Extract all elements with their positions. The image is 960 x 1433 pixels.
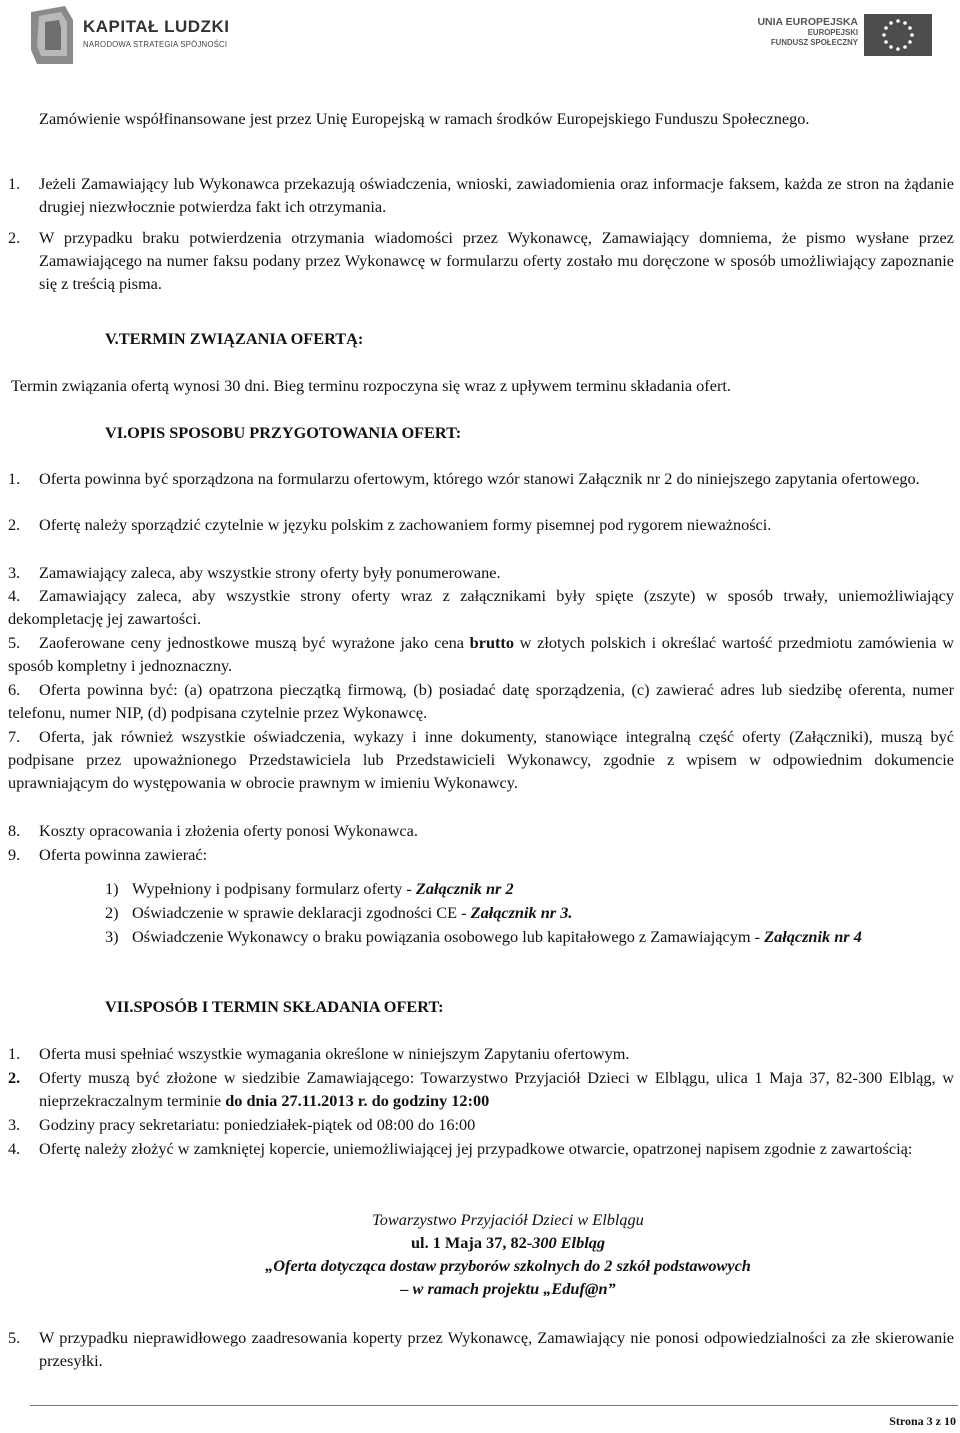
- list-item-text: Oferta powinna zawierać:: [39, 845, 208, 864]
- cofinancing-note: Zamówienie współfinansowane jest przez Unię Europejską w ramach środków Europejskiego Funduszu Społecznego.: [39, 109, 810, 128]
- list-number: 5.: [8, 1328, 21, 1347]
- list-number: 6.: [8, 680, 21, 699]
- kapital-ludzki-logo: [31, 6, 231, 64]
- list-item: [8, 725, 954, 794]
- list-item-text: Oświadczenie Wykonawcy o braku powiązania osobowego lub kapitałowego z Zamawiającym - Załącznik nr 4: [132, 927, 862, 946]
- list-number: 1.: [8, 174, 21, 193]
- section-vii-heading: VII.SPOSÓB I TERMIN SKŁADANIA OFERT:: [105, 997, 444, 1016]
- envelope-line-2: ul. 1 Maja 37, 82-300 Elbląg: [410, 1233, 606, 1252]
- list-number: 7.: [8, 727, 21, 746]
- attachment-ref: Załącznik nr 2: [415, 879, 514, 898]
- eu-line3: FUNDUSZ SPOŁECZNY: [770, 38, 858, 47]
- deadline-date: do dnia 27.11.2013 r.: [225, 1091, 368, 1110]
- page-number: Strona 3 z 10: [889, 1414, 956, 1428]
- list-item: [8, 1066, 954, 1112]
- list-item-text: Oferty muszą być złożone w siedzibie Zamawiającego: Towarzystwo Przyjaciół Dzieci w Elblągu, ulica 1 Maja 37, 82-300 Elbląg, w nieprzekraczalnym terminie do dnia 27.11.2013 r. do godziny 12:00: [39, 1068, 954, 1110]
- list-item-text: W przypadku nieprawidłowego zaadresowania koperty przez Wykonawcę, Zamawiający nie ponosi odpowiedzialności za złe skierowanie przesyłki.: [39, 1328, 954, 1370]
- kapital-ludzki-emblem-icon: [31, 6, 73, 64]
- list-number: 5.: [8, 633, 21, 652]
- list-item: [8, 1042, 954, 1065]
- brutto-emphasis: brutto: [469, 633, 514, 652]
- attachment-item: [105, 925, 955, 948]
- eu-flag-icon: [864, 14, 932, 56]
- list-item-text: Godziny pracy sekretariatu: poniedziałek-piątek od 08:00 do 16:00: [39, 1115, 476, 1134]
- list-item: [8, 513, 954, 536]
- list-number: 1): [105, 879, 119, 898]
- list-item-text: Oświadczenie w sprawie deklaracji zgodności CE - Załącznik nr 3.: [132, 903, 573, 922]
- list-number: 2.: [8, 1068, 21, 1087]
- list-item: [8, 467, 954, 490]
- list-number: 4.: [8, 1139, 21, 1158]
- list-item-text: Oferta, jak również wszystkie oświadczenia, wykazy i inne dokumenty, stanowiące integralną część oferty (Załączniki), muszą być podpisane przez upoważnionego Przedstawiciela lub Przedstawicieli Wykonawcy, zgodnie z wpisem w odpowiednim dokumencie uprawniającym do występowania w obrocie prawnym w imieniu Wykonawcy.: [8, 727, 954, 792]
- list-number: 3.: [8, 1115, 21, 1134]
- attachment-ref: Załącznik nr 4: [764, 927, 862, 946]
- list-item: [8, 584, 954, 630]
- list-item: [8, 843, 954, 866]
- footer-divider: [30, 1405, 958, 1406]
- intro-item-2: [8, 226, 954, 295]
- list-number: 1.: [8, 1044, 21, 1063]
- eu-line1: UNIA EUROPEJSKA: [757, 16, 858, 28]
- intro-item-1: [8, 172, 954, 218]
- list-item-text: Koszty opracowania i złożenia oferty ponosi Wykonawca.: [39, 821, 418, 840]
- eu-line2: EUROPEJSKI: [807, 28, 858, 37]
- list-number: 8.: [8, 821, 21, 840]
- list-item: [8, 1326, 954, 1372]
- section-vi-heading: VI.OPIS SPOSOBU PRZYGOTOWANIA OFERT:: [105, 423, 462, 442]
- envelope-line-3: „Oferta dotycząca dostaw przyborów szkolnych do 2 szkół podstawowych: [265, 1256, 751, 1275]
- list-item-text: Oferta powinna być: (a) opatrzona pieczątką firmową, (b) posiadać datę sporządzenia, (c) zawierać adres lub siedzibę oferenta, numer telefonu, numer NIP, (d) podpisana czytelnie przez Wykonawcę.: [8, 680, 954, 722]
- list-number: 2.: [8, 515, 21, 534]
- list-item: [8, 1113, 954, 1136]
- list-item-text: Oferta musi spełniać wszystkie wymagania określone w niniejszym Zapytaniu ofertowym.: [39, 1044, 630, 1063]
- list-item-text: Ofertę należy sporządzić czytelnie w języku polskim z zachowaniem formy pisemnej pod rygorem nieważności.: [39, 515, 772, 534]
- list-item-text: Zamawiający zaleca, aby wszystkie strony oferty były ponumerowane.: [39, 563, 501, 582]
- list-number: 3): [105, 927, 119, 946]
- list-item-text: W przypadku braku potwierdzenia otrzymania wiadomości przez Wykonawcę, Zamawiający domniema, że pismo wysłane przez Zamawiającego na numer faksu podany przez Wykonawcę w formularzu oferty zostało mu doręczone w sposób umożliwiający zapoznanie się z treścią pisma.: [39, 228, 954, 293]
- logo-title: KAPITAŁ LUDZKI: [83, 17, 230, 36]
- list-item-text: Zaoferowane ceny jednostkowe muszą być wyrażone jako cena brutto w złotych polskich i określać wartość przedmiotu zamówienia w sposób kompletny i jednoznaczny.: [8, 633, 954, 675]
- list-item: [8, 631, 954, 677]
- section-v-text: Termin związania ofertą wynosi 30 dni. Bieg terminu rozpoczyna się wraz z upływem terminu składania ofert.: [11, 376, 731, 395]
- list-number: 2.: [8, 228, 21, 247]
- deadline-time: do godziny 12:00: [367, 1091, 490, 1110]
- list-item-text: Jeżeli Zamawiający lub Wykonawca przekazują oświadczenia, wnioski, zawiadomienia oraz informacje faksem, każda ze stron na żądanie drugiej niezwłocznie potwierdza fakt ich otrzymania.: [39, 174, 954, 216]
- list-number: 3.: [8, 563, 21, 582]
- envelope-line-1: Towarzystwo Przyjaciół Dzieci w Elblągu: [372, 1210, 644, 1229]
- list-item-text: Oferta powinna być sporządzona na formularzu ofertowym, którego wzór stanowi Załącznik nr 2 do niniejszego zapytania ofertowego.: [39, 469, 920, 488]
- attachment-item: [105, 901, 955, 924]
- list-item: [8, 819, 954, 842]
- section-v-heading: V.TERMIN ZWIĄZANIA OFERTĄ:: [105, 329, 364, 348]
- list-number: 1.: [8, 469, 21, 488]
- logo-subtitle: NARODOWA STRATEGIA SPÓJNOŚCI: [83, 40, 228, 49]
- list-item-text: Ofertę należy złożyć w zamkniętej kopercie, uniemożliwiającej jej przypadkowe otwarcie, opatrzonej napisem zgodnie z zawartością:: [39, 1139, 913, 1158]
- attachment-ref: Załącznik nr 3.: [470, 903, 573, 922]
- envelope-label: [0, 1208, 960, 1300]
- list-item: [8, 678, 954, 724]
- list-number: 9.: [8, 845, 21, 864]
- list-number: 2): [105, 903, 119, 922]
- eu-logo: [748, 14, 938, 56]
- envelope-line-4: – w ramach projektu „Eduf@n”: [400, 1279, 616, 1298]
- list-item: [8, 1137, 954, 1160]
- list-item-text: Zamawiający zaleca, aby wszystkie strony oferty wraz z załącznikami były spięte (zszyte) w sposób trwały, uniemożliwiający dekompletację jej zawartości.: [8, 586, 954, 628]
- attachment-item: [105, 877, 955, 900]
- list-item-text: Wypełniony i podpisany formularz oferty - Załącznik nr 2: [132, 879, 514, 898]
- list-number: 4.: [8, 586, 21, 605]
- list-item: [8, 561, 954, 584]
